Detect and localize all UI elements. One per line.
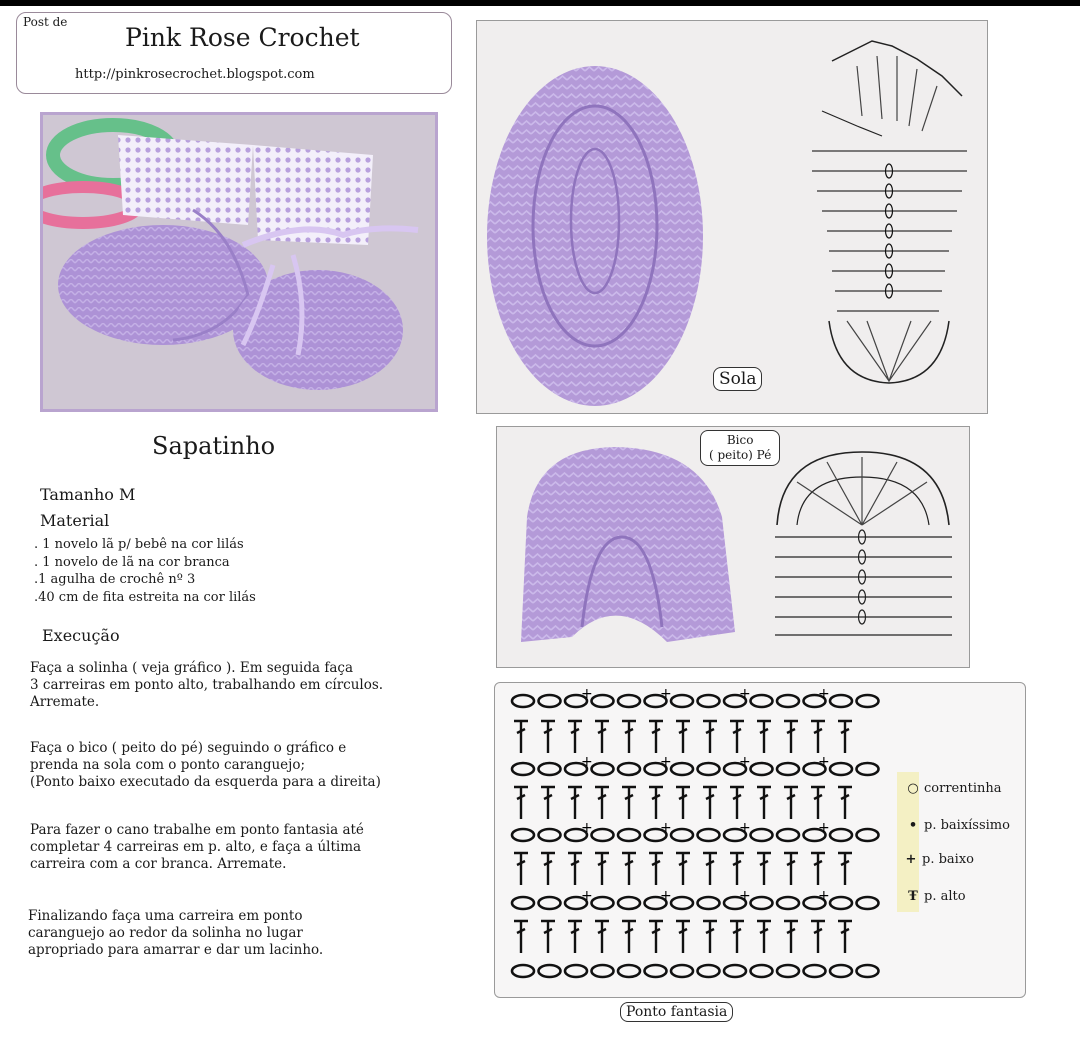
chain-stitch (618, 897, 640, 909)
legend-label: correntinha (924, 781, 1002, 796)
double-crochet-mark (730, 853, 744, 885)
chain-stitch (618, 763, 640, 775)
instruction-paragraph (30, 660, 383, 711)
double-crochet-mark (784, 721, 798, 753)
toe-photo (521, 447, 735, 642)
single-crochet-mark: + (739, 888, 751, 904)
double-crochet-mark (514, 721, 528, 753)
double-crochet-mark (676, 921, 690, 953)
double-crochet-mark (784, 787, 798, 819)
chain-stitch (671, 763, 693, 775)
double-crochet-mark (784, 921, 798, 953)
double-crochet-mark (649, 921, 663, 953)
chain-stitch (751, 897, 773, 909)
chain-stitch (618, 695, 640, 707)
instruction-line: Arremate. (30, 694, 100, 710)
chain-stitch (804, 965, 826, 977)
single-crochet-icon: + (905, 852, 917, 867)
pattern-title: Sapatinho (152, 432, 276, 460)
double-crochet-mark (730, 787, 744, 819)
chain-stitch (857, 695, 879, 707)
chain-stitch (592, 829, 614, 841)
chain-stitch (698, 763, 720, 775)
double-crochet-mark (595, 921, 609, 953)
chain-stitch (751, 763, 773, 775)
chain-stitch (698, 965, 720, 977)
size-label: Tamanho M (40, 485, 136, 504)
double-crochet-mark (568, 721, 582, 753)
legend-correntinha (904, 781, 1001, 796)
single-crochet-mark: + (739, 754, 751, 770)
instruction-line: (Ponto baixo executado da esquerda para a direita) (30, 774, 381, 790)
chain-stitch (618, 829, 640, 841)
double-crochet-mark (811, 721, 825, 753)
single-crochet-mark: + (818, 888, 830, 904)
double-crochet-mark (541, 787, 555, 819)
single-crochet-mark: + (660, 820, 672, 836)
material-item: .1 agulha de crochê nº 3 (34, 572, 196, 588)
chain-stitch (777, 897, 799, 909)
chain-stitch (592, 965, 614, 977)
instruction-line: apropriado para amarrar e dar um lacinho. (28, 942, 324, 958)
double-crochet-mark (622, 721, 636, 753)
instruction-line: Faça o bico ( peito do pé) seguindo o gráfico e (30, 740, 347, 756)
double-crochet-mark (838, 921, 852, 953)
instruction-line: Finalizando faça uma carreira em ponto (28, 908, 303, 924)
bico-label-line2: ( peito) Pé (709, 448, 772, 462)
double-crochet-mark (811, 921, 825, 953)
bico-label-line1: Bico (726, 433, 754, 447)
double-crochet-mark (568, 787, 582, 819)
single-crochet-mark: + (739, 820, 751, 836)
instruction-line: carreira com a cor branca. Arremate. (30, 856, 287, 872)
double-crochet-mark (676, 853, 690, 885)
double-crochet-mark (514, 787, 528, 819)
ponto-fantasia-label: Ponto fantasia (620, 1002, 733, 1022)
double-crochet-mark (703, 921, 717, 953)
legend-p-baixo (902, 852, 974, 867)
double-crochet-mark (757, 921, 771, 953)
single-crochet-mark: + (660, 754, 672, 770)
instruction-line: Faça a solinha ( veja gráfico ). Em seguida faça (30, 660, 353, 676)
chain-stitch (777, 829, 799, 841)
single-crochet-mark: + (818, 754, 830, 770)
double-crochet-mark (649, 853, 663, 885)
double-crochet-mark (838, 853, 852, 885)
double-crochet-mark (649, 787, 663, 819)
double-crochet-mark (541, 721, 555, 753)
chain-stitch (751, 965, 773, 977)
legend-p-alto (904, 889, 966, 904)
instruction-line: Para fazer o cano trabalhe em ponto fantasia até (30, 822, 364, 838)
double-crochet-mark (757, 853, 771, 885)
double-crochet-mark (676, 787, 690, 819)
double-crochet-mark (838, 787, 852, 819)
material-item: .40 cm de fita estreita na cor lilás (34, 590, 256, 606)
sole-chart (812, 41, 967, 383)
chain-stitch (539, 965, 561, 977)
legend-p-baixissimo (904, 818, 1010, 833)
chain-stitch (830, 763, 852, 775)
legend-label: p. baixíssimo (924, 818, 1010, 833)
chain-stitch (777, 763, 799, 775)
instruction-line: 3 carreiras em ponto alto, trabalhando em círculos. (30, 677, 384, 693)
double-crochet-mark (568, 853, 582, 885)
chain-stitch (698, 897, 720, 909)
sola-label: Sola (713, 367, 762, 391)
double-crochet-mark (811, 787, 825, 819)
chain-stitch (645, 965, 667, 977)
single-crochet-mark: + (660, 888, 672, 904)
double-crochet-mark (595, 787, 609, 819)
double-crochet-mark (757, 721, 771, 753)
header-box (16, 12, 452, 94)
chain-stitch (592, 897, 614, 909)
single-crochet-mark: + (581, 754, 593, 770)
instruction-paragraph (30, 740, 381, 791)
chain-stitch (830, 897, 852, 909)
double-crochet-mark (541, 853, 555, 885)
sola-panel (476, 20, 988, 414)
double-crochet-mark (703, 787, 717, 819)
chain-stitch (592, 763, 614, 775)
site-title: Pink Rose Crochet (125, 23, 360, 52)
single-crochet-mark: + (818, 686, 830, 702)
double-crochet-mark (703, 853, 717, 885)
double-crochet-mark (541, 921, 555, 953)
chain-stitch (512, 965, 534, 977)
double-crochet-mark (514, 853, 528, 885)
single-crochet-mark: + (581, 820, 593, 836)
instruction-line: caranguejo ao redor da solinha no lugar (28, 925, 303, 941)
chain-stitch (830, 829, 852, 841)
site-url[interactable]: http://pinkrosecrochet.blogspot.com (75, 67, 315, 82)
materials-list (34, 536, 256, 607)
chain-stitch (857, 897, 879, 909)
chain-stitch (724, 965, 746, 977)
bico-label (700, 430, 780, 466)
double-crochet-mark (568, 921, 582, 953)
chain-stitch (618, 965, 640, 977)
chain-stitch (512, 829, 534, 841)
double-crochet-mark (622, 787, 636, 819)
chain-stitch (857, 763, 879, 775)
ponto-fantasia-panel (494, 682, 1026, 998)
chain-stitch (512, 763, 534, 775)
double-crochet-icon: Ŧ (908, 889, 918, 904)
booties-photo (40, 112, 438, 412)
chain-stitch (830, 965, 852, 977)
chain-stitch (592, 695, 614, 707)
instruction-paragraph (28, 908, 323, 959)
material-item: . 1 novelo lã p/ bebê na cor lilás (34, 537, 244, 552)
chain-stitch (565, 965, 587, 977)
chain-stitch (512, 897, 534, 909)
instruction-paragraph (30, 822, 364, 873)
chain-stitch (512, 695, 534, 707)
material-heading: Material (40, 511, 110, 530)
chain-stitch (671, 965, 693, 977)
chain-stitch (539, 763, 561, 775)
chain-stitch (539, 829, 561, 841)
chain-stitch (698, 695, 720, 707)
double-crochet-mark (622, 921, 636, 953)
single-crochet-mark: + (818, 820, 830, 836)
chain-stitch (857, 829, 879, 841)
chain-stitch (539, 897, 561, 909)
top-bar (0, 0, 1080, 6)
chain-stitch (671, 897, 693, 909)
single-crochet-mark: + (581, 686, 593, 702)
double-crochet-mark (811, 853, 825, 885)
double-crochet-mark (649, 721, 663, 753)
material-item: . 1 novelo de lã na cor branca (34, 554, 230, 570)
double-crochet-mark (703, 721, 717, 753)
double-crochet-mark (676, 721, 690, 753)
double-crochet-mark (730, 721, 744, 753)
toe-chart (775, 452, 952, 635)
instruction-line: prenda na sola com o ponto caranguejo; (30, 757, 306, 773)
legend-label: p. baixo (922, 852, 974, 867)
chain-stitch (777, 965, 799, 977)
chain-stitch-icon: ○ (907, 781, 919, 796)
double-crochet-mark (730, 921, 744, 953)
sole-photo (487, 66, 703, 406)
post-de-label: Post de (23, 15, 68, 29)
chain-stitch (751, 829, 773, 841)
double-crochet-mark (784, 853, 798, 885)
single-crochet-mark: + (581, 888, 593, 904)
chain-stitch (830, 695, 852, 707)
legend-label: p. alto (924, 889, 966, 904)
chain-stitch (751, 695, 773, 707)
slip-stitch-icon: • (908, 818, 918, 833)
chain-stitch (671, 695, 693, 707)
double-crochet-mark (838, 721, 852, 753)
chain-stitch (539, 695, 561, 707)
chain-stitch (857, 965, 879, 977)
single-crochet-mark: + (660, 686, 672, 702)
chain-stitch (671, 829, 693, 841)
execucao-heading: Execução (42, 626, 120, 645)
instruction-line: completar 4 carreiras em p. alto, e faça a última (30, 839, 362, 855)
double-crochet-mark (757, 787, 771, 819)
single-crochet-mark: + (739, 686, 751, 702)
chain-stitch (698, 829, 720, 841)
double-crochet-mark (595, 721, 609, 753)
double-crochet-mark (514, 921, 528, 953)
double-crochet-mark (595, 853, 609, 885)
chain-stitch (777, 695, 799, 707)
double-crochet-mark (622, 853, 636, 885)
